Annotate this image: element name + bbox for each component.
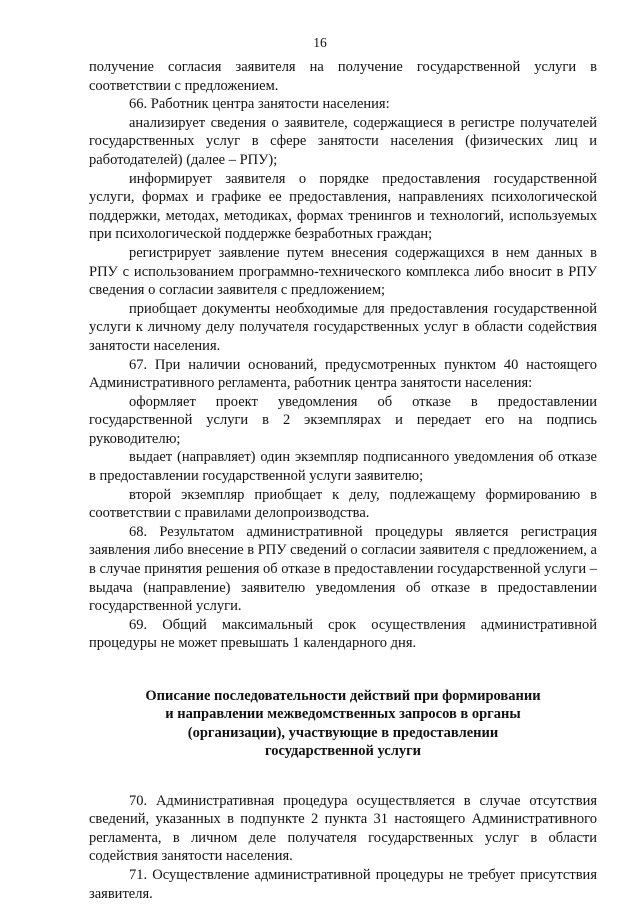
list-item-analyze: анализирует сведения о заявителе, содержащиеся в регистре получателей государственных услуг в сфере занятости населения (физических лиц и работодателей) (далее – РПУ); <box>89 114 597 168</box>
paragraph-68: 68. Результатом административной процедуры является регистрация заявления либо внесение в РПУ сведений о согласии заявителя с предложением, а в случае принятия решения об отказе в предоставлении государственной услуги – выдача (направление) заявителю уведомления об отказе в предоставлении государственной услуги. <box>89 523 597 615</box>
list-item-inform: информирует заявителя о порядке предоставления государственной услуги, формах и графике ее предоставления, направлениях психологической поддержки, методах, методиках, формах тренингов и технологий, используемых при психологической поддержке безработных граждан; <box>89 170 597 243</box>
paragraph-continuation: получение согласия заявителя на получение государственной услуги в соответствии с предложением. <box>89 59 597 94</box>
section-heading-line: государственной услуги <box>264 743 422 760</box>
section-heading-line: (организации), участвующие в предоставлении <box>187 724 499 741</box>
paragraph-66-intro: 66. Работник центра занятости населения: <box>129 96 390 113</box>
document-body <box>89 58 597 903</box>
section-heading-line: и направлении межведомственных запросов в органы <box>165 706 521 723</box>
list-item-second-copy: второй экземпляр приобщает к делу, подлежащему формированию в соответствии с правилами делопроизводства. <box>89 486 597 522</box>
list-item-register: регистрирует заявление путем внесения содержащихся в нем данных в РПУ с использованием программно-технического комплекса либо вносит в РПУ сведения о согласии заявителя с предложением; <box>89 244 597 299</box>
section-heading-line: Описание последовательности действий при формировании <box>145 688 541 704</box>
section-heading <box>89 687 597 761</box>
paragraph-71: 71. Осуществление административной процедуры не требует присутствия заявителя. <box>89 867 597 902</box>
paragraph-69: 69. Общий максимальный срок осуществления административной процедуры не может превышать 1 календарного дня. <box>89 616 597 652</box>
list-item-attach: приобщает документы необходимые для предоставления государственной услуги к личному делу получателя государственных услуг в области содействия занятости населения. <box>89 300 597 354</box>
list-item-issue-notice: выдает (направляет) один экземпляр подписанного уведомления об отказе в предоставлении государственной услуги заявителю; <box>89 449 597 485</box>
page-number: 16 <box>313 35 327 50</box>
list-item-draft-notice: оформляет проект уведомления об отказе в предоставлении государственной услуги в 2 экземплярах и передает его на подпись руководителю; <box>89 393 597 447</box>
paragraph-67-intro: 67. При наличии оснований, предусмотренных пунктом 40 настоящего Административного регламента, работник центра занятости населения: <box>89 356 597 392</box>
paragraph-70: 70. Административная процедура осуществляется в случае отсутствия сведений, указанных в подпункте 2 пункта 31 настоящего Административного регламента, в личном деле получателя государственных услуг в области содействия занятости населения. <box>89 792 597 865</box>
